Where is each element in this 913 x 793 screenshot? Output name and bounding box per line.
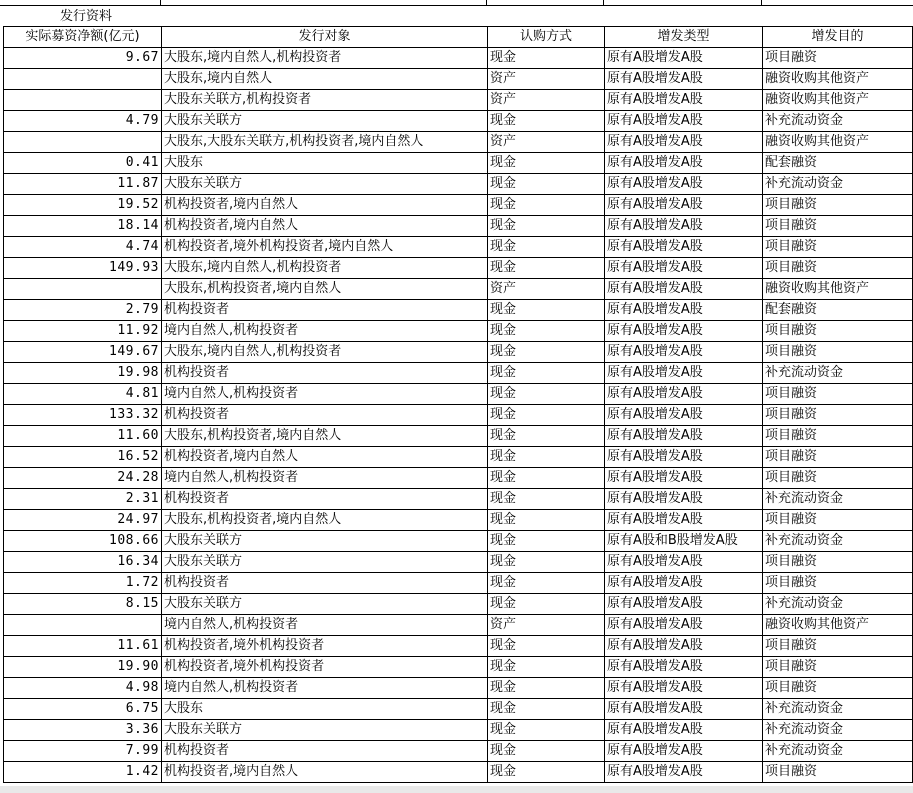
issue-purpose-cell[interactable]: 项目融资 (763, 447, 913, 468)
issue-purpose-cell[interactable]: 项目融资 (763, 258, 913, 279)
subscription-method-cell[interactable]: 现金 (488, 426, 605, 447)
issue-type-cell[interactable]: 原有A股增发A股 (605, 720, 763, 741)
issue-purpose-cell[interactable]: 项目融资 (763, 636, 913, 657)
table-row (4, 153, 913, 174)
table-row (4, 510, 913, 531)
net-proceeds-cell[interactable]: 149.67 (4, 342, 162, 363)
table-row (4, 342, 913, 363)
issue-target-cell[interactable]: 机构投资者 (162, 489, 488, 510)
issue-target-cell[interactable]: 大股东,境内自然人,机构投资者 (162, 258, 488, 279)
header-cell-subscription-method[interactable]: 认购方式 (488, 27, 605, 48)
table-row (4, 216, 913, 237)
issue-target-cell[interactable]: 大股东关联方 (162, 594, 488, 615)
table-row (4, 615, 913, 636)
net-proceeds-cell[interactable]: 11.60 (4, 426, 162, 447)
issue-purpose-cell[interactable]: 项目融资 (763, 678, 913, 699)
table-row (4, 321, 913, 342)
issue-type-cell[interactable]: 原有A股增发A股 (605, 153, 763, 174)
subscription-method-cell[interactable]: 资产 (488, 279, 605, 300)
issue-type-cell[interactable]: 原有A股增发A股 (605, 342, 763, 363)
subscription-method-cell[interactable]: 现金 (488, 762, 605, 783)
issue-purpose-cell[interactable]: 补充流动资金 (763, 741, 913, 762)
table-row (4, 447, 913, 468)
issue-type-cell[interactable]: 原有A股增发A股 (605, 699, 763, 720)
issue-purpose-cell[interactable]: 项目融资 (763, 405, 913, 426)
issue-purpose-cell[interactable]: 项目融资 (763, 468, 913, 489)
subscription-method-cell[interactable]: 资产 (488, 69, 605, 90)
section-title: 发行资料 (60, 9, 113, 24)
issue-purpose-cell[interactable]: 项目融资 (763, 552, 913, 573)
issue-type-cell[interactable]: 原有A股增发A股 (605, 510, 763, 531)
subscription-method-cell[interactable]: 现金 (488, 657, 605, 678)
table-row (4, 279, 913, 300)
subscription-method-cell[interactable]: 现金 (488, 489, 605, 510)
issue-purpose-cell[interactable]: 项目融资 (763, 573, 913, 594)
net-proceeds-cell[interactable]: 24.28 (4, 468, 162, 489)
issue-target-cell[interactable]: 大股东关联方 (162, 111, 488, 132)
issue-type-cell[interactable]: 原有A股增发A股 (605, 300, 763, 321)
issue-target-cell[interactable]: 境内自然人,机构投资者 (162, 468, 488, 489)
net-proceeds-cell[interactable]: 4.79 (4, 111, 162, 132)
issue-target-cell[interactable]: 境内自然人,机构投资者 (162, 384, 488, 405)
issue-purpose-cell[interactable]: 补充流动资金 (763, 699, 913, 720)
subscription-method-cell[interactable]: 现金 (488, 258, 605, 279)
table-row (4, 195, 913, 216)
table-row (4, 237, 913, 258)
issue-type-cell[interactable]: 原有A股增发A股 (605, 678, 763, 699)
issue-target-cell[interactable]: 境内自然人,机构投资者 (162, 321, 488, 342)
table-row (4, 741, 913, 762)
issue-type-cell[interactable]: 原有A股增发A股 (605, 615, 763, 636)
issue-type-cell[interactable]: 原有A股增发A股 (605, 762, 763, 783)
net-proceeds-cell[interactable] (4, 279, 162, 300)
subscription-method-cell[interactable]: 现金 (488, 384, 605, 405)
issue-purpose-cell[interactable]: 补充流动资金 (763, 720, 913, 741)
table-row (4, 531, 913, 552)
net-proceeds-cell[interactable]: 4.81 (4, 384, 162, 405)
subscription-method-cell[interactable]: 现金 (488, 216, 605, 237)
subscription-method-cell[interactable]: 现金 (488, 447, 605, 468)
issue-purpose-cell[interactable]: 项目融资 (763, 426, 913, 447)
issue-type-cell[interactable]: 原有A股增发A股 (605, 573, 763, 594)
issue-type-cell[interactable]: 原有A股增发A股 (605, 363, 763, 384)
issue-type-cell[interactable]: 原有A股增发A股 (605, 405, 763, 426)
issue-type-cell[interactable]: 原有A股增发A股 (605, 69, 763, 90)
table-row (4, 405, 913, 426)
subscription-method-cell[interactable]: 现金 (488, 741, 605, 762)
subscription-method-cell[interactable]: 现金 (488, 174, 605, 195)
table-row (4, 426, 913, 447)
net-proceeds-cell[interactable]: 19.90 (4, 657, 162, 678)
issue-type-cell[interactable]: 原有A股增发A股 (605, 468, 763, 489)
subscription-method-cell[interactable]: 现金 (488, 342, 605, 363)
issue-target-cell[interactable]: 机构投资者 (162, 741, 488, 762)
issue-type-cell[interactable]: 原有A股增发A股 (605, 174, 763, 195)
table-row (4, 678, 913, 699)
issue-target-cell[interactable]: 机构投资者,境内自然人 (162, 762, 488, 783)
subscription-method-cell[interactable]: 现金 (488, 48, 605, 69)
subscription-method-cell[interactable]: 现金 (488, 405, 605, 426)
subscription-method-cell[interactable]: 现金 (488, 153, 605, 174)
table-row (4, 384, 913, 405)
table-row (4, 699, 913, 720)
subscription-method-cell[interactable]: 现金 (488, 321, 605, 342)
subscription-method-cell[interactable]: 资产 (488, 615, 605, 636)
net-proceeds-cell[interactable]: 16.34 (4, 552, 162, 573)
subscription-method-cell[interactable]: 现金 (488, 594, 605, 615)
net-proceeds-cell[interactable] (4, 615, 162, 636)
subscription-method-cell[interactable]: 现金 (488, 363, 605, 384)
subscription-method-cell[interactable]: 现金 (488, 300, 605, 321)
table-row (4, 489, 913, 510)
net-proceeds-cell[interactable]: 1.72 (4, 573, 162, 594)
subscription-method-cell[interactable]: 资产 (488, 132, 605, 153)
table-row (4, 363, 913, 384)
table-row (4, 552, 913, 573)
subscription-method-cell[interactable]: 现金 (488, 237, 605, 258)
issue-purpose-cell[interactable]: 融资收购其他资产 (763, 279, 913, 300)
issue-type-cell[interactable]: 原有A股增发A股 (605, 90, 763, 111)
issue-purpose-cell[interactable]: 项目融资 (763, 657, 913, 678)
issue-type-cell[interactable]: 原有A股增发A股 (605, 48, 763, 69)
table-row (4, 657, 913, 678)
issue-type-cell[interactable]: 原有A股增发A股 (605, 216, 763, 237)
issue-target-cell[interactable]: 机构投资者,境外机构投资者,境内自然人 (162, 237, 488, 258)
net-proceeds-cell[interactable]: 11.92 (4, 321, 162, 342)
net-proceeds-cell[interactable]: 2.31 (4, 489, 162, 510)
issue-target-cell[interactable]: 大股东关联方,机构投资者 (162, 90, 488, 111)
net-proceeds-cell[interactable] (4, 132, 162, 153)
issue-purpose-cell[interactable]: 项目融资 (763, 216, 913, 237)
issue-target-cell[interactable]: 大股东,机构投资者,境内自然人 (162, 510, 488, 531)
issue-purpose-cell[interactable]: 融资收购其他资产 (763, 615, 913, 636)
net-proceeds-cell[interactable]: 9.67 (4, 48, 162, 69)
issue-type-cell[interactable]: 原有A股增发A股 (605, 111, 763, 132)
subscription-method-cell[interactable]: 现金 (488, 531, 605, 552)
issue-type-cell[interactable]: 原有A股增发A股 (605, 132, 763, 153)
subscription-method-cell[interactable]: 现金 (488, 195, 605, 216)
subscription-method-cell[interactable]: 现金 (488, 636, 605, 657)
issue-target-cell[interactable]: 大股东 (162, 699, 488, 720)
subscription-method-cell[interactable]: 现金 (488, 720, 605, 741)
header-cell-issue-purpose[interactable]: 增发目的 (763, 27, 913, 48)
subscription-method-cell[interactable]: 资产 (488, 90, 605, 111)
issue-type-cell[interactable]: 原有A股增发A股 (605, 279, 763, 300)
issue-target-cell[interactable]: 机构投资者 (162, 363, 488, 384)
net-proceeds-cell[interactable]: 24.97 (4, 510, 162, 531)
table-row (4, 720, 913, 741)
issue-type-cell[interactable]: 原有A股增发A股 (605, 636, 763, 657)
net-proceeds-cell[interactable]: 19.52 (4, 195, 162, 216)
issue-target-cell[interactable]: 机构投资者 (162, 405, 488, 426)
issue-type-cell[interactable]: 原有A股增发A股 (605, 741, 763, 762)
issue-target-cell[interactable]: 机构投资者,境内自然人 (162, 195, 488, 216)
issue-target-cell[interactable]: 机构投资者,境内自然人 (162, 447, 488, 468)
issue-purpose-cell[interactable]: 补充流动资金 (763, 489, 913, 510)
table-row (4, 258, 913, 279)
issue-target-cell[interactable]: 境内自然人,机构投资者 (162, 678, 488, 699)
issue-target-cell[interactable]: 机构投资者 (162, 300, 488, 321)
net-proceeds-cell[interactable]: 7.99 (4, 741, 162, 762)
net-proceeds-cell[interactable]: 149.93 (4, 258, 162, 279)
issue-type-cell[interactable]: 原有A股增发A股 (605, 447, 763, 468)
issue-purpose-cell[interactable]: 配套融资 (763, 153, 913, 174)
net-proceeds-cell[interactable] (4, 90, 162, 111)
issue-purpose-cell[interactable]: 融资收购其他资产 (763, 132, 913, 153)
net-proceeds-cell[interactable]: 18.14 (4, 216, 162, 237)
issue-target-cell[interactable]: 机构投资者,境外机构投资者 (162, 657, 488, 678)
issue-purpose-cell[interactable]: 项目融资 (763, 342, 913, 363)
header-cell-net-proceeds[interactable]: 实际募资净额(亿元) (4, 27, 162, 48)
issue-purpose-cell[interactable]: 补充流动资金 (763, 594, 913, 615)
subscription-method-cell[interactable]: 现金 (488, 573, 605, 594)
issue-type-cell[interactable]: 原有A股增发A股 (605, 195, 763, 216)
net-proceeds-cell[interactable]: 2.79 (4, 300, 162, 321)
net-proceeds-cell[interactable]: 133.32 (4, 405, 162, 426)
net-proceeds-cell[interactable]: 4.74 (4, 237, 162, 258)
issue-type-cell[interactable]: 原有A股增发A股 (605, 258, 763, 279)
issue-purpose-cell[interactable]: 项目融资 (763, 237, 913, 258)
issue-target-cell[interactable]: 大股东关联方 (162, 720, 488, 741)
issue-target-cell[interactable]: 大股东关联方 (162, 552, 488, 573)
issue-target-cell[interactable]: 境内自然人,机构投资者 (162, 615, 488, 636)
subscription-method-cell[interactable]: 现金 (488, 699, 605, 720)
table-row (4, 762, 913, 783)
issue-target-cell[interactable]: 机构投资者,境内自然人 (162, 216, 488, 237)
table-row (4, 90, 913, 111)
net-proceeds-cell[interactable]: 0.41 (4, 153, 162, 174)
issue-type-cell[interactable]: 原有A股增发A股 (605, 657, 763, 678)
net-proceeds-cell[interactable]: 6.75 (4, 699, 162, 720)
net-proceeds-cell[interactable]: 11.87 (4, 174, 162, 195)
issue-type-cell[interactable]: 原有A股增发A股 (605, 594, 763, 615)
net-proceeds-cell[interactable]: 108.66 (4, 531, 162, 552)
window-bottom-edge (0, 786, 913, 793)
table-row (4, 636, 913, 657)
issue-type-cell[interactable]: 原有A股增发A股 (605, 237, 763, 258)
subscription-method-cell[interactable]: 现金 (488, 111, 605, 132)
header-row (4, 27, 913, 48)
issue-purpose-cell[interactable]: 项目融资 (763, 384, 913, 405)
issue-purpose-cell[interactable]: 项目融资 (763, 321, 913, 342)
net-proceeds-cell[interactable]: 8.15 (4, 594, 162, 615)
issue-purpose-cell[interactable]: 项目融资 (763, 48, 913, 69)
issue-target-cell[interactable]: 大股东,机构投资者,境内自然人 (162, 426, 488, 447)
issue-type-cell[interactable]: 原有A股增发A股 (605, 321, 763, 342)
issue-purpose-cell[interactable]: 补充流动资金 (763, 174, 913, 195)
net-proceeds-cell[interactable]: 4.98 (4, 678, 162, 699)
issue-target-cell[interactable]: 大股东,境内自然人,机构投资者 (162, 48, 488, 69)
issue-purpose-cell[interactable]: 补充流动资金 (763, 531, 913, 552)
net-proceeds-cell[interactable]: 3.36 (4, 720, 162, 741)
issue-target-cell[interactable]: 大股东,境内自然人 (162, 69, 488, 90)
previous-row-edge (0, 0, 913, 6)
issue-purpose-cell[interactable]: 融资收购其他资产 (763, 90, 913, 111)
net-proceeds-cell[interactable] (4, 69, 162, 90)
subscription-method-cell[interactable]: 现金 (488, 678, 605, 699)
issue-type-cell[interactable]: 原有A股增发A股 (605, 426, 763, 447)
net-proceeds-cell[interactable]: 11.61 (4, 636, 162, 657)
issue-purpose-cell[interactable]: 项目融资 (763, 510, 913, 531)
issuance-table (3, 26, 913, 783)
table-row (4, 468, 913, 489)
issue-target-cell[interactable]: 大股东关联方 (162, 531, 488, 552)
issue-target-cell[interactable]: 大股东关联方 (162, 174, 488, 195)
issue-target-cell[interactable]: 大股东,境内自然人,机构投资者 (162, 342, 488, 363)
issue-purpose-cell[interactable]: 项目融资 (763, 195, 913, 216)
table-row (4, 573, 913, 594)
issue-type-cell[interactable]: 原有A股增发A股 (605, 489, 763, 510)
subscription-method-cell[interactable]: 现金 (488, 468, 605, 489)
subscription-method-cell[interactable]: 现金 (488, 510, 605, 531)
issue-type-cell[interactable]: 原有A股和B股增发A股 (605, 531, 763, 552)
issue-purpose-cell[interactable]: 项目融资 (763, 762, 913, 783)
header-cell-issue-target[interactable]: 发行对象 (162, 27, 488, 48)
issue-purpose-cell[interactable]: 融资收购其他资产 (763, 69, 913, 90)
issue-target-cell[interactable]: 大股东 (162, 153, 488, 174)
net-proceeds-cell[interactable]: 16.52 (4, 447, 162, 468)
issue-target-cell[interactable]: 大股东,机构投资者,境内自然人 (162, 279, 488, 300)
issue-purpose-cell[interactable]: 补充流动资金 (763, 363, 913, 384)
subscription-method-cell[interactable]: 现金 (488, 552, 605, 573)
issue-type-cell[interactable]: 原有A股增发A股 (605, 552, 763, 573)
issue-type-cell[interactable]: 原有A股增发A股 (605, 384, 763, 405)
header-cell-issue-type[interactable]: 增发类型 (605, 27, 763, 48)
issue-target-cell[interactable]: 机构投资者,境外机构投资者 (162, 636, 488, 657)
table-row (4, 132, 913, 153)
table-row (4, 300, 913, 321)
issue-purpose-cell[interactable]: 配套融资 (763, 300, 913, 321)
issue-target-cell[interactable]: 机构投资者 (162, 573, 488, 594)
table-row (4, 111, 913, 132)
table-row (4, 48, 913, 69)
issue-purpose-cell[interactable]: 补充流动资金 (763, 111, 913, 132)
net-proceeds-cell[interactable]: 19.98 (4, 363, 162, 384)
table-row (4, 69, 913, 90)
issue-target-cell[interactable]: 大股东,大股东关联方,机构投资者,境内自然人 (162, 132, 488, 153)
net-proceeds-cell[interactable]: 1.42 (4, 762, 162, 783)
table-row (4, 594, 913, 615)
table-row (4, 174, 913, 195)
